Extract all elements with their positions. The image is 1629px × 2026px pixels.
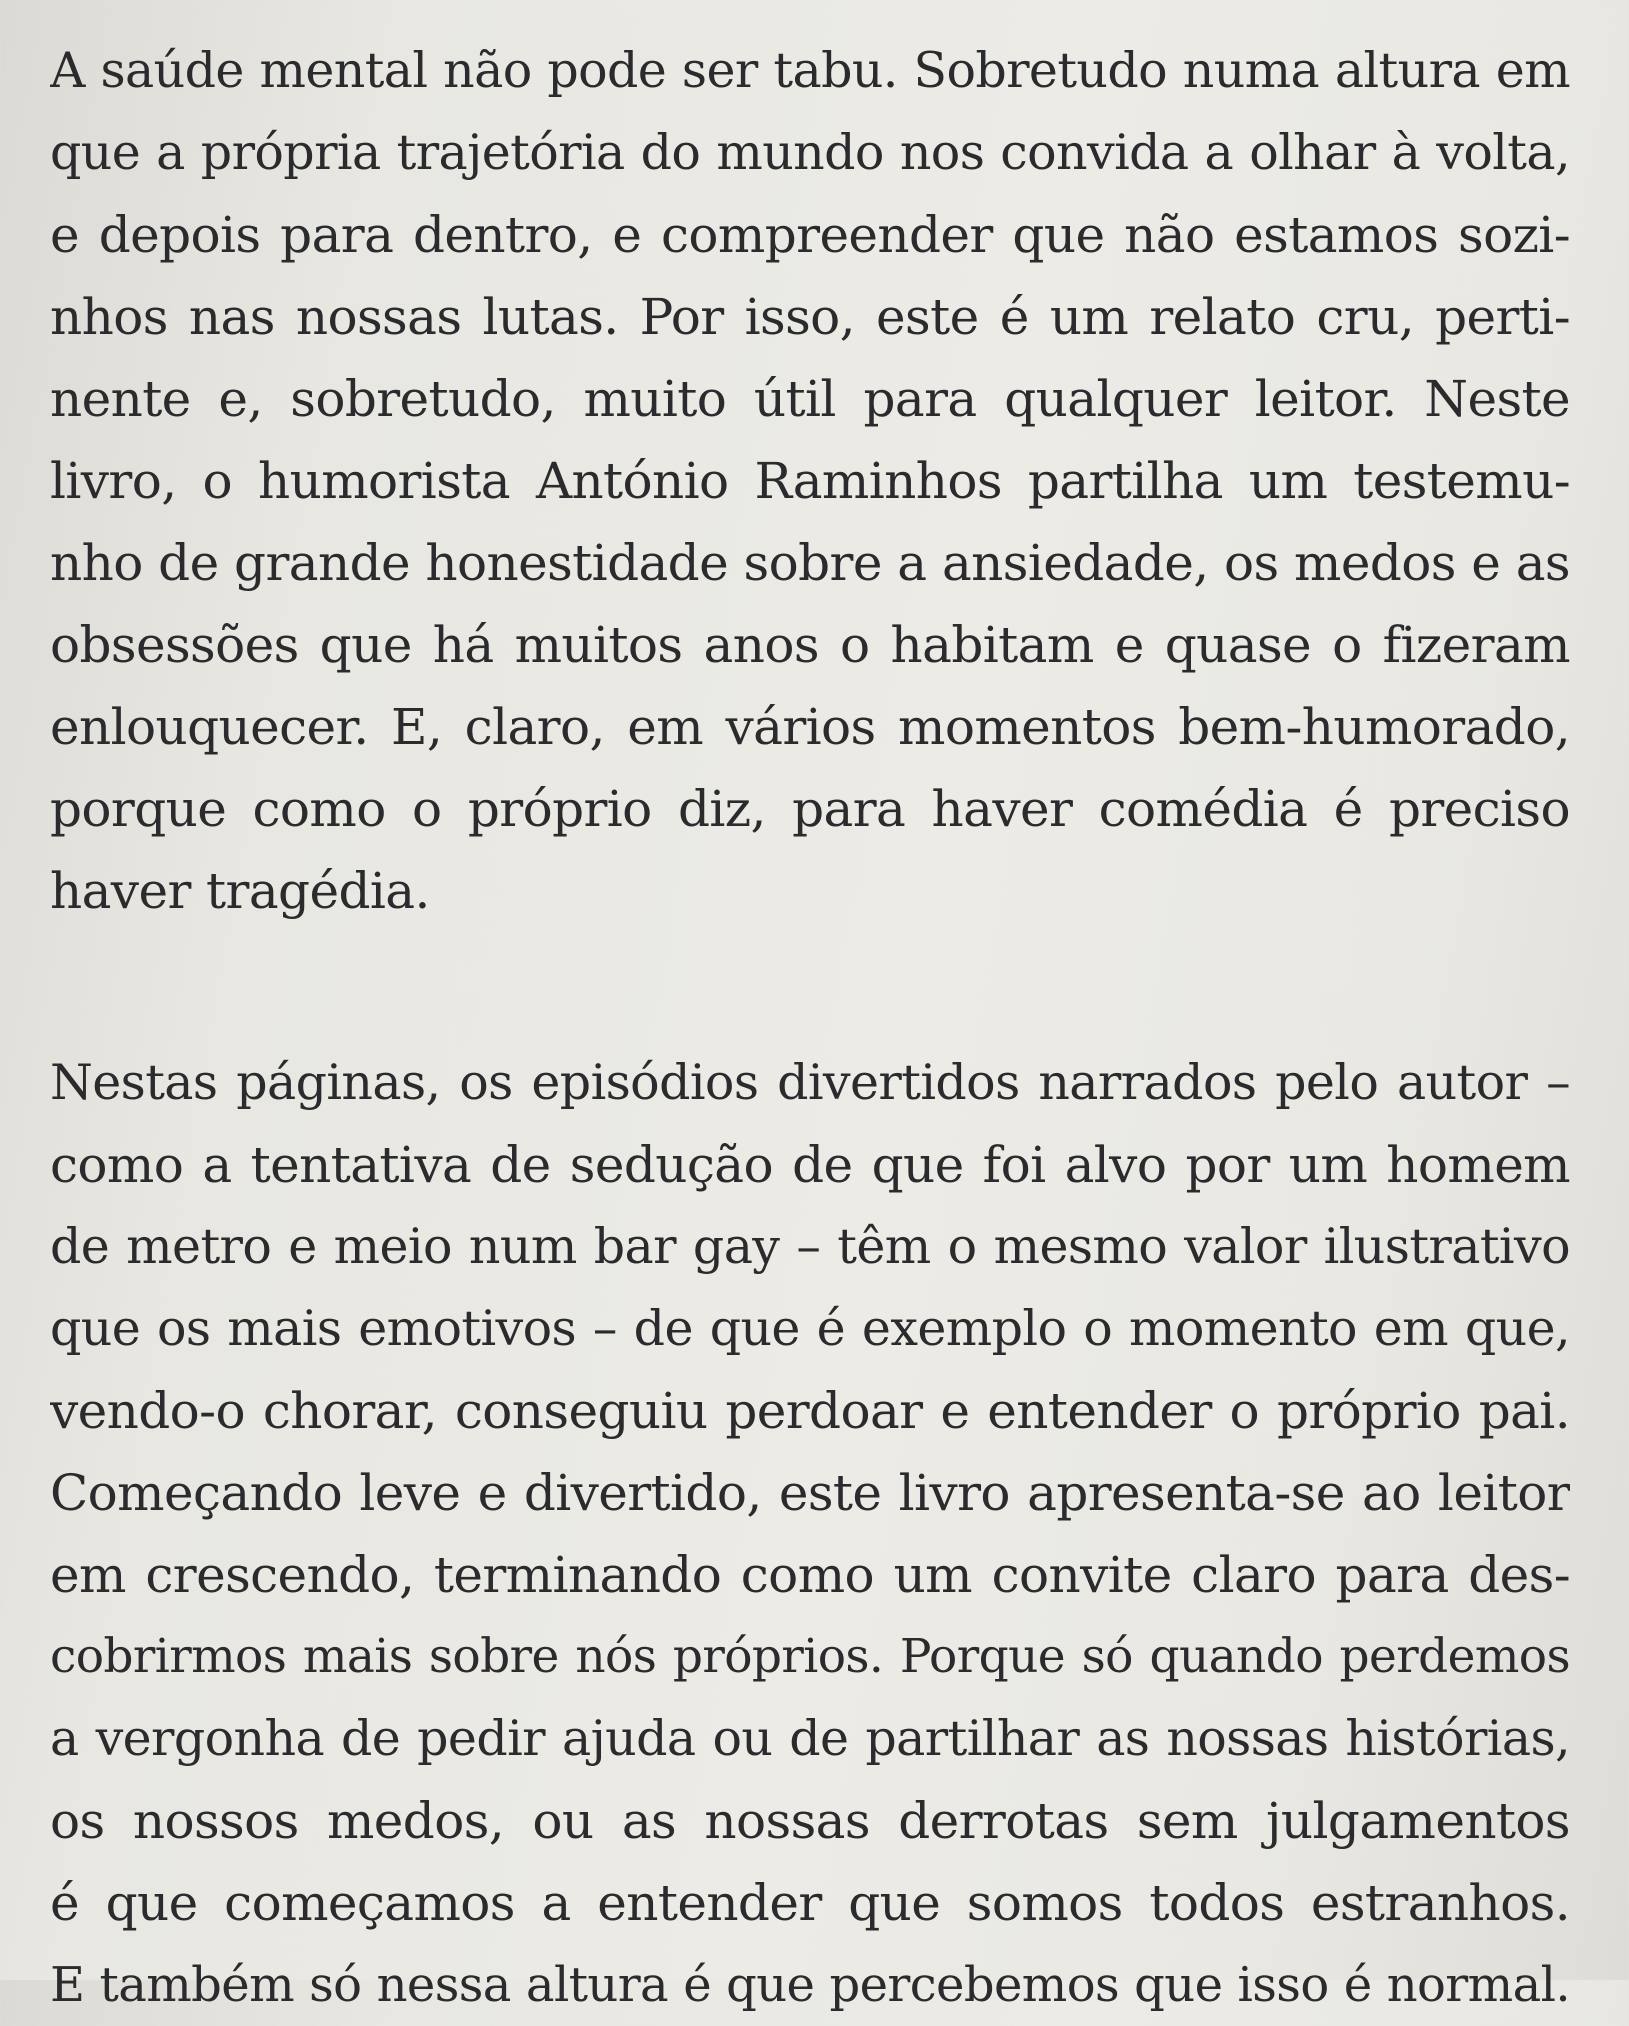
text-line: obsessões que há muitos anos o habitam e quase o fizeram [50,616,1570,674]
paragraph-2 [50,1042,1589,2026]
paragraph-1 [50,30,1589,932]
text-line: em crescendo, terminando como um convite claro para des- [50,1546,1570,1604]
text-line: porque como o próprio diz, para haver comédia é preciso [50,780,1570,838]
text-line: nhos nas nossas lutas. Por isso, este é um relato cru, perti- [50,288,1570,346]
text-line: nho de grande honestidade sobre a ansiedade, os medos e as [50,534,1570,592]
text-line: e depois para dentro, e compreender que não estamos sozi- [50,206,1570,264]
text-line: de metro e meio num bar gay – têm o mesmo valor ilustrativo [50,1218,1570,1275]
text-line: os nossos medos, ou as nossas derrotas sem julgamentos [50,1792,1570,1850]
text-line: vendo-o chorar, conseguiu perdoar e entender o próprio pai. [50,1382,1570,1440]
text-line: cobrirmos mais sobre nós próprios. Porque só quando perdemos [50,1629,1570,1684]
text-line: E também só nessa altura é que percebemos que isso é normal. [50,1957,1570,2013]
text-line: haver tragédia. [50,862,430,920]
text-line: como a tentativa de sedução de que foi alvo por um homem [50,1136,1570,1194]
text-line: enlouquecer. E, claro, em vários momentos bem-humorado, [50,698,1570,756]
text-line: Nestas páginas, os episódios divertidos narrados pelo autor – [50,1054,1570,1111]
paragraph-gap [50,932,1589,1042]
text-line: nente e, sobretudo, muito útil para qualquer leitor. Neste [50,370,1570,428]
text-line: A saúde mental não pode ser tabu. Sobretudo numa altura em [50,42,1570,99]
text-line: livro, o humorista António Raminhos partilha um testemu- [50,452,1570,510]
text-line: que a própria trajetória do mundo nos convida a olhar à volta, [50,124,1570,181]
text-line: a vergonha de pedir ajuda ou de partilhar as nossas histórias, [50,1710,1570,1767]
text-line: que os mais emotivos – de que é exemplo o momento em que, [50,1300,1570,1357]
text-line: Começando leve e divertido, este livro apresenta-se ao leitor [50,1464,1570,1522]
text-line: é que começamos a entender que somos todos estranhos. [50,1874,1570,1932]
